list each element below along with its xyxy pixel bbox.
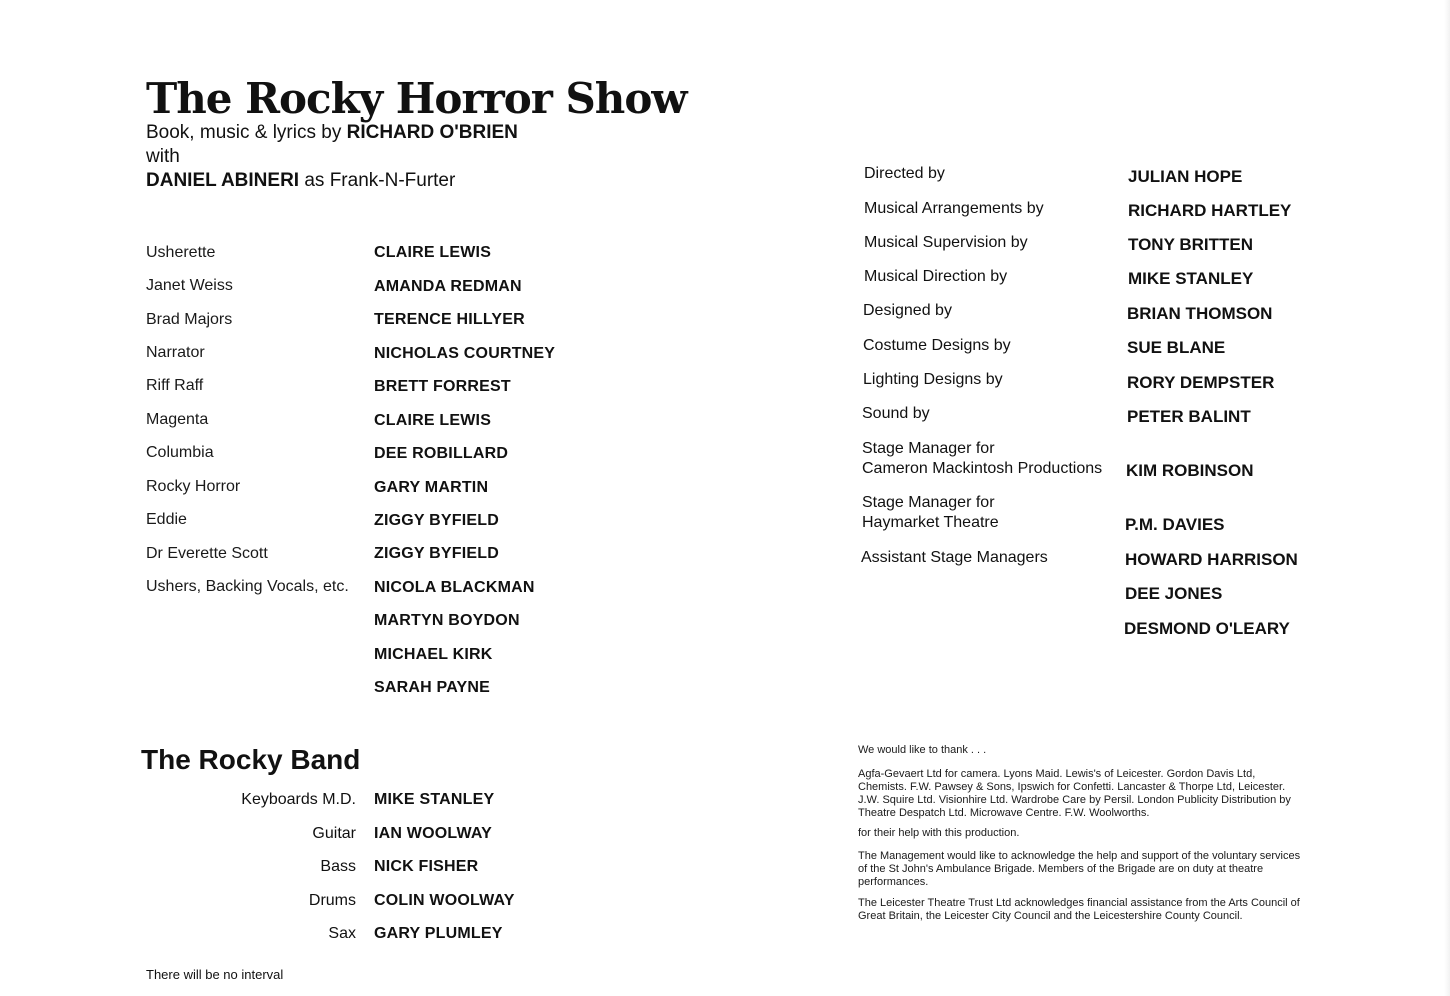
cast-actor: CLAIRE LEWIS: [374, 412, 492, 429]
cast-role: Rocky Horror: [146, 478, 241, 495]
thanks-help: for their help with this production.: [858, 827, 1020, 839]
crew-name: BRIAN THOMSON: [1127, 304, 1273, 323]
crew-role: Assistant Stage Managers: [861, 549, 1048, 566]
crew-role: Designed by: [863, 302, 952, 319]
crew-role-line2: Cameron Mackintosh Productions: [862, 460, 1103, 477]
crew-name: RORY DEMPSTER: [1127, 373, 1275, 392]
thanks-intro: We would like to thank . . .: [858, 744, 987, 756]
cast-actor: MARTYN BOYDON: [374, 612, 520, 629]
star-name: DANIEL ABINERI: [146, 170, 300, 191]
crew-role-line1: Stage Manager for: [862, 494, 995, 511]
band-instrument: Drums: [308, 892, 356, 909]
cast-actor: NICOLA BLACKMAN: [374, 579, 535, 596]
crew-name: SUE BLANE: [1127, 338, 1226, 357]
cast-role: Janet Weiss: [146, 277, 233, 294]
cast-role: Riff Raff: [146, 377, 204, 394]
star-role: as Frank-N-Furter: [304, 170, 456, 191]
crew-role: Lighting Designs by: [863, 371, 1003, 388]
cast-role: Brad Majors: [146, 311, 233, 328]
with-label: with: [146, 146, 180, 167]
crew-role: Musical Direction by: [864, 268, 1008, 285]
crew-name: KIM ROBINSON: [1126, 461, 1254, 480]
cast-actor: CLAIRE LEWIS: [374, 244, 492, 261]
band-member: MIKE STANLEY: [374, 791, 495, 808]
crew-role: Sound by: [862, 405, 930, 422]
thanks-sponsors: Agfa-Gevaert Ltd for camera. Lyons Maid. Lewis's of Leicester. Gordon Davis Ltd, Chemists. F.W. Pawsey & Sons, Ipswich for Confetti. Lancaster & Thorpe Ltd, Leicester. J.W. Squire Ltd. Visionhire Ltd. Wardrobe Care by Persil. London Publicity Distribution by Theatre Despatch Ltd. Microwave Centre. F.W. Woolworths.: [858, 768, 1291, 819]
crew-name: PETER BALINT: [1127, 407, 1251, 426]
cast-role: Columbia: [146, 444, 214, 461]
management-note: The Management would like to acknowledge the help and support of the voluntary services of the St John's Ambulance Brigade. Members of the Brigade are on duty at theatre performances.: [858, 850, 1301, 888]
cast-actor: ZIGGY BYFIELD: [374, 545, 499, 562]
band-instrument: Sax: [328, 925, 356, 942]
crew-name: JULIAN HOPE: [1128, 167, 1243, 186]
band-title: The Rocky Band: [141, 744, 361, 775]
crew-role: Musical Supervision by: [864, 234, 1028, 251]
star-credit: [146, 169, 455, 193]
cast-role: Narrator: [146, 344, 205, 361]
band-instrument: Guitar: [312, 825, 356, 842]
cast-role: Eddie: [146, 511, 187, 528]
crew-role: Costume Designs by: [863, 337, 1011, 354]
crew-role-line2: Haymarket Theatre: [862, 514, 999, 531]
crew-name: DEE JONES: [1125, 584, 1223, 603]
cast-actor: DEE ROBILLARD: [374, 445, 509, 462]
cast-role: Magenta: [146, 411, 209, 428]
interval-note: There will be no interval: [146, 967, 284, 982]
crew-name: HOWARD HARRISON: [1125, 550, 1298, 569]
trust-note: The Leicester Theatre Trust Ltd acknowledges financial assistance from the Arts Council of Great Britain, the Leicester City Council and the Leicestershire County Council.: [858, 897, 1300, 922]
cast-role: Ushers, Backing Vocals, etc.: [146, 578, 349, 595]
cast-role: Dr Everette Scott: [146, 545, 268, 562]
show-title: The Rocky Horror Show: [146, 74, 687, 123]
cast-actor: TERENCE HILLYER: [374, 311, 525, 328]
author-name: RICHARD O'BRIEN: [346, 122, 518, 143]
band-instrument: Bass: [320, 858, 356, 875]
cast-actor: BRETT FORREST: [374, 378, 511, 395]
page-edge: [1444, 0, 1450, 996]
author-credit: [146, 121, 518, 145]
credit-prefix: Book, music & lyrics by: [146, 122, 342, 143]
cast-actor: SARAH PAYNE: [374, 679, 491, 696]
band-member: COLIN WOOLWAY: [374, 892, 515, 909]
crew-name: TONY BRITTEN: [1128, 235, 1253, 254]
band-instrument: Keyboards M.D.: [241, 791, 356, 808]
cast-actor: GARY MARTIN: [374, 479, 489, 496]
cast-actor: NICHOLAS COURTNEY: [374, 345, 556, 362]
band-member: IAN WOOLWAY: [374, 825, 493, 842]
crew-role: Directed by: [864, 165, 945, 182]
crew-role-line1: Stage Manager for: [862, 440, 995, 457]
crew-name: P.M. DAVIES: [1125, 515, 1225, 534]
cast-actor: AMANDA REDMAN: [374, 278, 522, 295]
cast-role: Usherette: [146, 244, 216, 261]
cast-actor: ZIGGY BYFIELD: [374, 512, 499, 529]
crew-role: Musical Arrangements by: [864, 200, 1044, 217]
crew-name: RICHARD HARTLEY: [1128, 201, 1292, 220]
band-member: NICK FISHER: [374, 858, 479, 875]
crew-name: MIKE STANLEY: [1128, 269, 1254, 288]
crew-name: DESMOND O'LEARY: [1124, 619, 1290, 638]
band-member: GARY PLUMLEY: [374, 925, 503, 942]
cast-actor: MICHAEL KIRK: [374, 646, 493, 663]
